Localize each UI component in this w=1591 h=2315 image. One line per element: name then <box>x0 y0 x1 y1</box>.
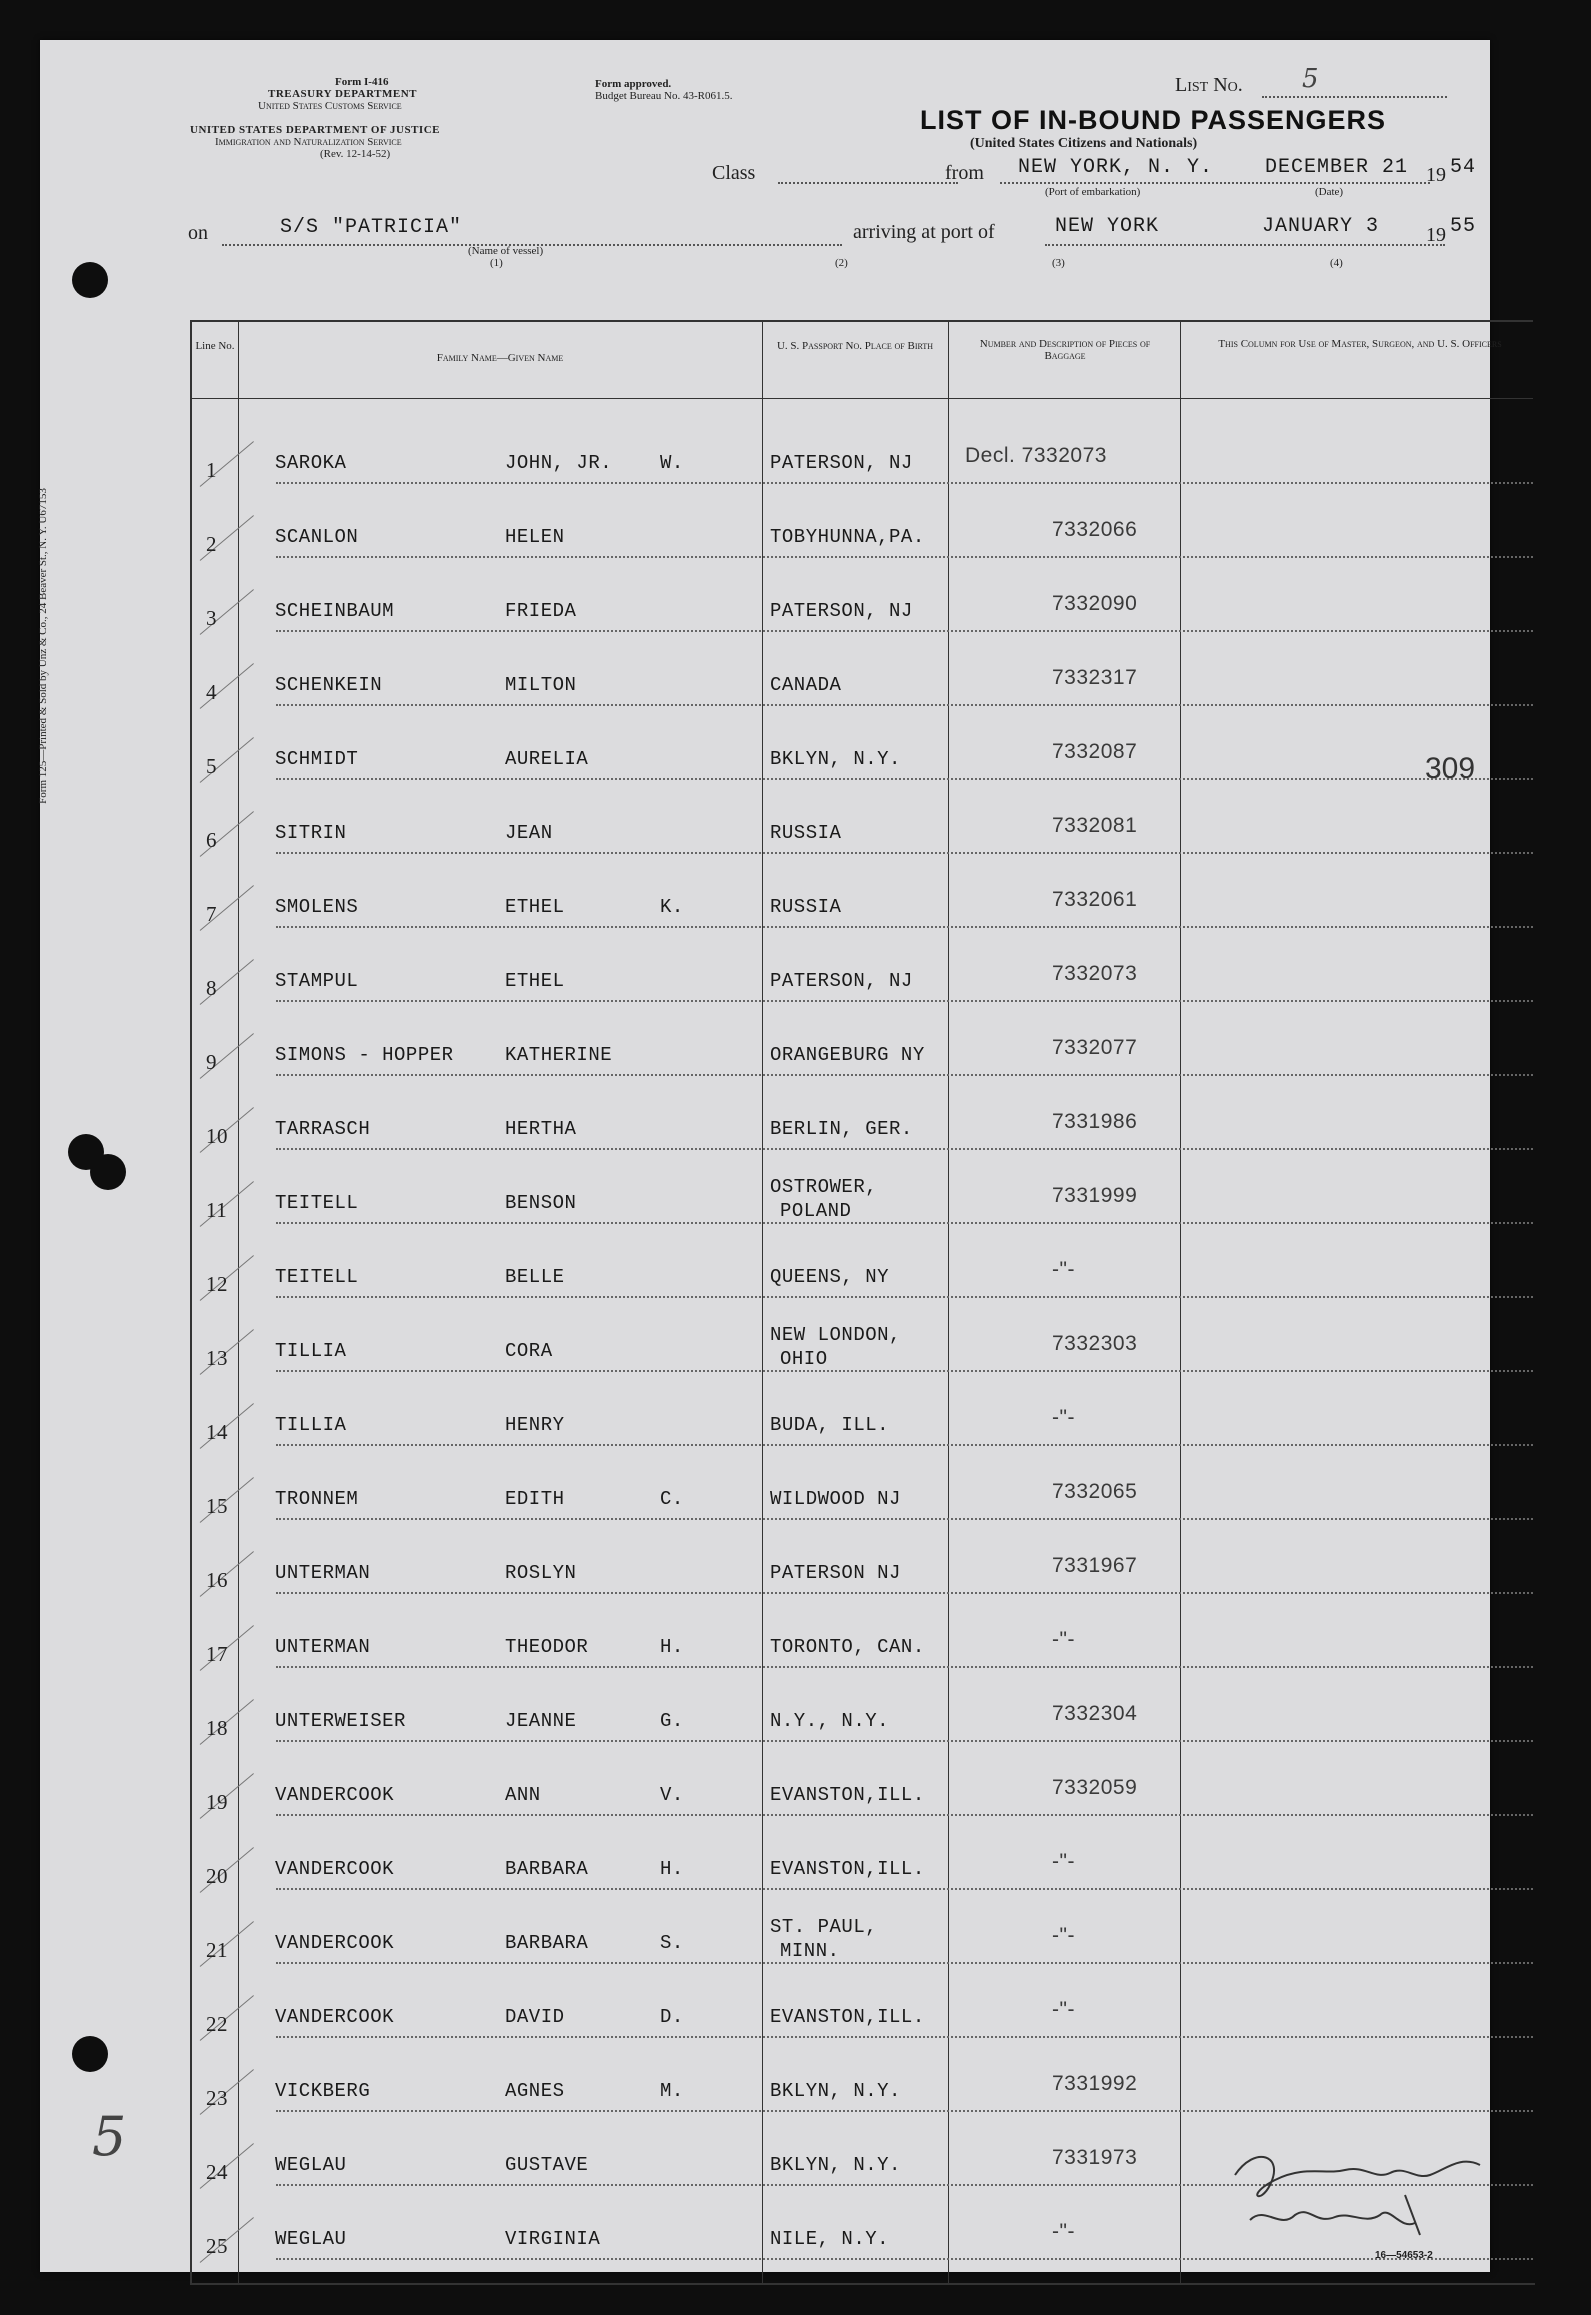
line-number: 1 <box>206 458 217 482</box>
table-row <box>190 1526 1533 1600</box>
printer-imprint: Form 125—Printed & Sold by Unz & Co., 24 Beaver St., N. Y. U67153 <box>36 488 49 804</box>
line-number: 9 <box>206 1050 217 1074</box>
birth-place: ST. PAUL, <box>770 1916 878 1938</box>
baggage-number: Decl. 7332073 <box>965 444 1107 467</box>
arrival-year: 55 <box>1450 215 1477 238</box>
table-row <box>190 1082 1533 1156</box>
middle-initial: K. <box>660 896 684 918</box>
line-number: 7 <box>206 902 217 926</box>
birth-place: NEW LONDON, <box>770 1324 901 1346</box>
line-number: 16 <box>206 1568 228 1592</box>
treasury-dept: TREASURY DEPARTMENT <box>268 88 417 100</box>
baggage-number: 7331967 <box>1052 1554 1138 1577</box>
birth-place: PATERSON, NJ <box>770 452 913 474</box>
line-number: 4 <box>206 680 217 704</box>
given-name: EDITH <box>505 1488 565 1510</box>
manifest-page <box>36 40 1502 2272</box>
page-count-mark: 309 <box>1425 752 1476 785</box>
table-row <box>190 416 1533 490</box>
table-row <box>190 1378 1533 1452</box>
family-name: WEGLAU <box>275 2228 347 2250</box>
baggage-number: -"- <box>1052 1406 1075 1429</box>
given-name: JEAN <box>505 822 553 844</box>
caption-2: (2) <box>835 257 848 269</box>
officer-signature <box>1215 2135 1495 2245</box>
table-row <box>190 1156 1533 1230</box>
family-name: SCHEINBAUM <box>275 600 395 622</box>
baggage-number: 7332065 <box>1052 1480 1138 1503</box>
from-line <box>1000 182 1430 184</box>
birth-place: RUSSIA <box>770 822 842 844</box>
baggage-number: 7331992 <box>1052 2072 1138 2095</box>
line-number: 6 <box>206 828 217 852</box>
middle-initial: G. <box>660 1710 684 1732</box>
table-row <box>190 1748 1533 1822</box>
given-name: ANN <box>505 1784 541 1806</box>
caption-3: (3) <box>1052 257 1065 269</box>
given-name: BELLE <box>505 1266 565 1288</box>
baggage-number: 7332303 <box>1052 1332 1138 1355</box>
budget-bureau: Budget Bureau No. 43-R061.5. <box>595 90 733 102</box>
family-name: TARRASCH <box>275 1118 371 1140</box>
baggage-number: 7331986 <box>1052 1110 1138 1133</box>
middle-initial: V. <box>660 1784 684 1806</box>
table-row <box>190 564 1533 638</box>
from-label: from <box>945 162 984 184</box>
form-approved: Form approved. <box>595 78 672 90</box>
birth-place: N.Y., N.Y. <box>770 1710 890 1732</box>
arriving-label: arriving at port of <box>853 221 995 243</box>
baggage-number: -"- <box>1052 1924 1075 1947</box>
birth-place-line2: MINN. <box>780 1940 840 1962</box>
given-name: HELEN <box>505 526 565 548</box>
given-name: ETHEL <box>505 970 565 992</box>
baggage-number: 7332081 <box>1052 814 1138 837</box>
port-caption: (Port of embarkation) <box>1045 186 1141 198</box>
family-name: SCHMIDT <box>275 748 359 770</box>
given-name: ETHEL <box>505 896 565 918</box>
line-number: 12 <box>206 1272 228 1296</box>
family-name: TRONNEM <box>275 1488 359 1510</box>
page-title: LIST OF IN-BOUND PASSENGERS <box>920 105 1387 135</box>
table-row <box>190 1822 1533 1896</box>
birth-place-line2: OHIO <box>780 1348 828 1370</box>
line-number: 22 <box>206 2012 228 2036</box>
baggage-number: -"- <box>1052 1258 1075 1281</box>
given-name: MILTON <box>505 674 577 696</box>
line-number: 11 <box>206 1198 228 1222</box>
table-row <box>190 934 1533 1008</box>
birth-place: BKLYN, N.Y. <box>770 2154 901 2176</box>
birth-place: EVANSTON,ILL. <box>770 1784 925 1806</box>
given-name: DAVID <box>505 2006 565 2028</box>
table-row <box>190 712 1533 786</box>
family-name: STAMPUL <box>275 970 359 992</box>
family-name: SAROKA <box>275 452 347 474</box>
col-line-no: Line No. <box>195 340 235 352</box>
line-number: 8 <box>206 976 217 1000</box>
table-row <box>190 1230 1533 1304</box>
given-name: AURELIA <box>505 748 589 770</box>
form-number: Form I-416 <box>335 76 389 88</box>
given-name: BENSON <box>505 1192 577 1214</box>
col-passport: U. S. Passport No. Place of Birth <box>776 340 934 352</box>
given-name: CORA <box>505 1340 553 1362</box>
birth-place: PATERSON NJ <box>770 1562 901 1584</box>
footer-code: 16—54653-2 <box>1375 2250 1433 2261</box>
revision-date: (Rev. 12-14-52) <box>320 148 391 160</box>
table-row <box>190 860 1533 934</box>
family-name: VANDERCOOK <box>275 1932 395 1954</box>
line-number: 25 <box>206 2234 228 2258</box>
baggage-number: 7332077 <box>1052 1036 1138 1059</box>
birth-place: WILDWOOD NJ <box>770 1488 901 1510</box>
family-name: VANDERCOOK <box>275 1784 395 1806</box>
punch-hole <box>90 1154 126 1190</box>
line-number: 3 <box>206 606 217 630</box>
baggage-number: 7331973 <box>1052 2146 1138 2169</box>
birth-place: OSTROWER, <box>770 1176 878 1198</box>
immigration-service: Immigration and Naturalization Service <box>215 136 402 148</box>
given-name: VIRGINIA <box>505 2228 601 2250</box>
middle-initial: H. <box>660 1858 684 1880</box>
baggage-number: 7332090 <box>1052 592 1138 615</box>
baggage-number: -"- <box>1052 1998 1075 2021</box>
arrival-port: NEW YORK <box>1055 215 1160 238</box>
arrival-date: JANUARY 3 <box>1262 215 1380 238</box>
line-number: 2 <box>206 532 217 556</box>
table-row <box>190 1452 1533 1526</box>
baggage-number: -"- <box>1052 1850 1075 1873</box>
family-name: TEITELL <box>275 1192 359 1214</box>
baggage-number: -"- <box>1052 1628 1075 1651</box>
caption-1: (1) <box>490 257 503 269</box>
birth-place: CANADA <box>770 674 842 696</box>
table-row <box>190 786 1533 860</box>
departure-date: DECEMBER 21 <box>1265 156 1409 179</box>
baggage-number: 7331999 <box>1052 1184 1138 1207</box>
line-number: 21 <box>206 1938 228 1962</box>
justice-dept: UNITED STATES DEPARTMENT OF JUSTICE <box>190 124 440 136</box>
given-name: HENRY <box>505 1414 565 1436</box>
table-row <box>190 1896 1533 1970</box>
birth-place: ORANGEBURG NY <box>770 1044 925 1066</box>
line-number: 14 <box>206 1420 228 1444</box>
baggage-number: 7332317 <box>1052 666 1138 689</box>
family-name: SCANLON <box>275 526 359 548</box>
vessel-name: S/S "PATRICIA" <box>280 216 463 239</box>
baggage-number: 7332073 <box>1052 962 1138 985</box>
table-row <box>190 1008 1533 1082</box>
table-row <box>190 638 1533 712</box>
departure-year-prefix: 19 <box>1426 164 1446 186</box>
line-number: 15 <box>206 1494 228 1518</box>
family-name: SCHENKEIN <box>275 674 383 696</box>
birth-place: TORONTO, CAN. <box>770 1636 925 1658</box>
birth-place: PATERSON, NJ <box>770 600 913 622</box>
arrival-year-prefix: 19 <box>1426 224 1446 246</box>
line-number: 18 <box>206 1716 228 1740</box>
line-number: 5 <box>206 754 217 778</box>
birth-place: BKLYN, N.Y. <box>770 748 901 770</box>
middle-initial: S. <box>660 1932 684 1954</box>
page-subtitle: (United States Citizens and Nationals) <box>970 136 1198 151</box>
given-name: ROSLYN <box>505 1562 577 1584</box>
table-row <box>190 1674 1533 1748</box>
left-margin-mark: 5 <box>92 2105 127 2168</box>
line-number: 24 <box>206 2160 228 2184</box>
family-name: SITRIN <box>275 822 347 844</box>
table-row <box>190 1970 1533 2044</box>
table-row <box>190 1304 1533 1378</box>
birth-place: EVANSTON,ILL. <box>770 1858 925 1880</box>
line-number: 20 <box>206 1864 228 1888</box>
birth-place: PATERSON, NJ <box>770 970 913 992</box>
baggage-number: 7332066 <box>1052 518 1138 541</box>
given-name: THEODOR <box>505 1636 589 1658</box>
birth-place: TOBYHUNNA,PA. <box>770 526 925 548</box>
on-label: on <box>188 222 208 244</box>
family-name: UNTERMAN <box>275 1636 371 1658</box>
list-no-line <box>1262 96 1447 98</box>
line-number: 23 <box>206 2086 228 2110</box>
family-name: TILLIA <box>275 1340 347 1362</box>
punch-hole <box>72 2036 108 2072</box>
line-number: 17 <box>206 1642 228 1666</box>
birth-place: NILE, N.Y. <box>770 2228 890 2250</box>
vessel-caption: (Name of vessel) <box>468 245 544 257</box>
baggage-number: 7332059 <box>1052 1776 1138 1799</box>
birth-place: QUEENS, NY <box>770 1266 890 1288</box>
baggage-number: 7332061 <box>1052 888 1138 911</box>
baggage-number: 7332304 <box>1052 1702 1138 1725</box>
given-name: FRIEDA <box>505 600 577 622</box>
middle-initial: H. <box>660 1636 684 1658</box>
class-line <box>778 182 958 184</box>
birth-place: EVANSTON,ILL. <box>770 2006 925 2028</box>
family-name: SIMONS - HOPPER <box>275 1044 454 1066</box>
family-name: UNTERWEISER <box>275 1710 406 1732</box>
baggage-number: -"- <box>1052 2220 1075 2243</box>
customs-service: United States Customs Service <box>258 100 402 112</box>
family-name: TEITELL <box>275 1266 359 1288</box>
departure-year: 54 <box>1450 156 1477 179</box>
family-name: TILLIA <box>275 1414 347 1436</box>
punch-hole <box>72 262 108 298</box>
middle-initial: D. <box>660 2006 684 2028</box>
family-name: UNTERMAN <box>275 1562 371 1584</box>
line-number: 13 <box>206 1346 228 1370</box>
col-officers: This Column for Use of Master, Surgeon, and U. S. Officers <box>1218 338 1502 350</box>
birth-place: BKLYN, N.Y. <box>770 2080 901 2102</box>
given-name: AGNES <box>505 2080 565 2102</box>
family-name: WEGLAU <box>275 2154 347 2176</box>
given-name: JOHN, JR. <box>505 452 613 474</box>
line-number: 19 <box>206 1790 228 1814</box>
table-row <box>190 1600 1533 1674</box>
birth-place: BUDA, ILL. <box>770 1414 890 1436</box>
list-no-value: 5 <box>1302 64 1319 94</box>
family-name: VICKBERG <box>275 2080 371 2102</box>
family-name: SMOLENS <box>275 896 359 918</box>
caption-4: (4) <box>1330 257 1343 269</box>
given-name: BARBARA <box>505 1932 589 1954</box>
given-name: GUSTAVE <box>505 2154 589 2176</box>
class-label: Class <box>712 162 756 184</box>
table-row <box>190 2044 1533 2118</box>
col-baggage: Number and Description of Pieces of Baggage <box>979 338 1151 362</box>
arrival-line <box>1045 244 1445 246</box>
family-name: VANDERCOOK <box>275 1858 395 1880</box>
baggage-number: 7332087 <box>1052 740 1138 763</box>
middle-initial: M. <box>660 2080 684 2102</box>
passenger-table <box>190 280 1533 2285</box>
date-caption: (Date) <box>1315 186 1344 198</box>
birth-place: BERLIN, GER. <box>770 1118 913 1140</box>
middle-initial: C. <box>660 1488 684 1510</box>
line-number: 10 <box>206 1124 228 1148</box>
given-name: KATHERINE <box>505 1044 613 1066</box>
col-name: Family Name—Given Name <box>436 352 564 364</box>
birth-place: RUSSIA <box>770 896 842 918</box>
middle-initial: W. <box>660 452 684 474</box>
list-no-label: List No. <box>1175 74 1243 96</box>
given-name: JEANNE <box>505 1710 577 1732</box>
from-port: NEW YORK, N. Y. <box>1018 156 1214 179</box>
family-name: VANDERCOOK <box>275 2006 395 2028</box>
given-name: HERTHA <box>505 1118 577 1140</box>
table-row <box>190 490 1533 564</box>
birth-place-line2: POLAND <box>780 1200 852 1222</box>
given-name: BARBARA <box>505 1858 589 1880</box>
